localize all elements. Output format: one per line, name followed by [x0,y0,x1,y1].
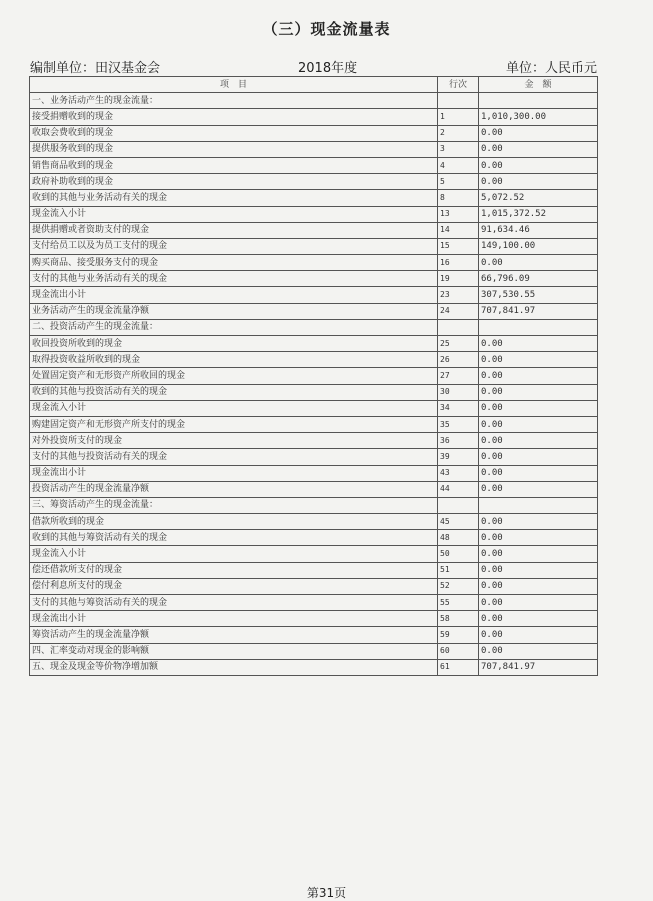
row-amount: 0.00 [479,514,598,530]
table-row [30,109,598,125]
table-row [30,659,598,675]
row-amount: 0.00 [479,562,598,578]
row-amount: 1,010,300.00 [479,109,598,125]
row-amount: 0.00 [479,627,598,643]
table-row [30,206,598,222]
table-row [30,449,598,465]
row-amount: 0.00 [479,416,598,432]
table-row [30,174,598,190]
row-item-label: 处置固定资产和无形资产所收回的现金 [30,368,438,384]
row-item-label: 提供捐赠或者资助支付的现金 [30,222,438,238]
row-item-label: 收到的其他与筹资活动有关的现金 [30,530,438,546]
table-row [30,319,598,335]
row-amount [479,319,598,335]
row-item-label: 收到的其他与投资活动有关的现金 [30,384,438,400]
row-line-number: 50 [438,546,479,562]
row-line-number: 60 [438,643,479,659]
column-header-amount: 金 额 [479,77,598,93]
column-header-item: 项 目 [30,77,438,93]
row-line-number: 26 [438,352,479,368]
row-line-number: 24 [438,303,479,319]
row-item-label: 支付的其他与筹资活动有关的现金 [30,595,438,611]
row-line-number: 14 [438,222,479,238]
row-line-number: 34 [438,400,479,416]
table-row [30,595,598,611]
row-amount: 0.00 [479,174,598,190]
row-line-number: 59 [438,627,479,643]
row-line-number: 13 [438,206,479,222]
row-item-label: 现金流入小计 [30,546,438,562]
row-item-label: 对外投资所支付的现金 [30,433,438,449]
row-line-number: 16 [438,255,479,271]
page-number: 第31页 [306,886,347,900]
row-item-label: 筹资活动产生的现金流量净额 [30,627,438,643]
row-item-label: 五、现金及现金等价物净增加额 [30,659,438,675]
row-line-number: 36 [438,433,479,449]
row-line-number: 51 [438,562,479,578]
table-row [30,141,598,157]
row-item-label: 业务活动产生的现金流量净额 [30,303,438,319]
row-item-label: 投资活动产生的现金流量净额 [30,481,438,497]
row-line-number: 27 [438,368,479,384]
row-amount: 0.00 [479,336,598,352]
row-line-number: 43 [438,465,479,481]
table-row [30,271,598,287]
row-amount: 0.00 [479,368,598,384]
row-item-label: 三、筹资活动产生的现金流量： [30,497,438,513]
row-amount: 66,796.09 [479,271,598,287]
table-row [30,368,598,384]
row-amount: 707,841.97 [479,659,598,675]
row-item-label: 收回投资所收到的现金 [30,336,438,352]
row-amount: 0.00 [479,643,598,659]
row-amount: 5,072.52 [479,190,598,206]
row-amount: 0.00 [479,465,598,481]
row-amount: 0.00 [479,125,598,141]
table-row [30,222,598,238]
table-row [30,400,598,416]
row-item-label: 现金流出小计 [30,611,438,627]
row-line-number: 45 [438,514,479,530]
row-item-label: 提供服务收到的现金 [30,141,438,157]
table-row [30,611,598,627]
row-amount: 0.00 [479,384,598,400]
row-line-number: 30 [438,384,479,400]
row-amount: 91,634.46 [479,222,598,238]
row-line-number [438,497,479,513]
table-row [30,546,598,562]
row-item-label: 现金流入小计 [30,206,438,222]
row-line-number [438,93,479,109]
row-line-number: 58 [438,611,479,627]
row-amount: 0.00 [479,530,598,546]
row-amount: 0.00 [479,595,598,611]
table-row [30,384,598,400]
row-item-label: 现金流入小计 [30,400,438,416]
row-amount: 707,841.97 [479,303,598,319]
table-row [30,303,598,319]
row-item-label: 四、汇率变动对现金的影响额 [30,643,438,659]
page-title: （三）现金流量表 [262,20,391,38]
row-line-number: 5 [438,174,479,190]
table-header-row [30,77,598,93]
row-line-number: 55 [438,595,479,611]
table-row [30,530,598,546]
row-item-label: 支付的其他与投资活动有关的现金 [30,449,438,465]
row-amount [479,497,598,513]
row-amount: 0.00 [479,578,598,594]
report-year: 2018年度 [298,61,358,76]
row-line-number [438,319,479,335]
row-line-number: 4 [438,157,479,173]
row-amount: 0.00 [479,352,598,368]
table-row [30,336,598,352]
row-amount: 0.00 [479,611,598,627]
table-row [30,562,598,578]
row-amount: 0.00 [479,400,598,416]
cash-flow-table [29,76,598,676]
row-line-number: 52 [438,578,479,594]
row-amount: 0.00 [479,481,598,497]
table-row [30,643,598,659]
row-amount: 0.00 [479,546,598,562]
row-amount: 149,100.00 [479,238,598,254]
row-line-number: 19 [438,271,479,287]
row-item-label: 收取会费收到的现金 [30,125,438,141]
row-item-label: 偿还借款所支付的现金 [30,562,438,578]
table-row [30,190,598,206]
table-row [30,157,598,173]
row-item-label: 二、投资活动产生的现金流量： [30,319,438,335]
row-line-number: 3 [438,141,479,157]
table-row [30,416,598,432]
table-row [30,465,598,481]
row-line-number: 1 [438,109,479,125]
table-row [30,125,598,141]
column-header-line: 行次 [438,77,479,93]
row-item-label: 支付的其他与业务活动有关的现金 [30,271,438,287]
row-item-label: 接受捐赠收到的现金 [30,109,438,125]
row-line-number: 25 [438,336,479,352]
row-amount: 0.00 [479,255,598,271]
table-row [30,627,598,643]
table-row [30,481,598,497]
row-item-label: 收到的其他与业务活动有关的现金 [30,190,438,206]
row-amount: 0.00 [479,433,598,449]
row-item-label: 支付给员工以及为员工支付的现金 [30,238,438,254]
row-line-number: 44 [438,481,479,497]
table-row [30,255,598,271]
row-item-label: 取得投资收益所收到的现金 [30,352,438,368]
row-item-label: 现金流出小计 [30,287,438,303]
row-amount: 0.00 [479,449,598,465]
table-row [30,93,598,109]
row-amount: 0.00 [479,141,598,157]
currency-unit: 单位：人民币元 [506,61,598,76]
table-row [30,514,598,530]
table-row [30,238,598,254]
row-line-number: 35 [438,416,479,432]
row-item-label: 偿付利息所支付的现金 [30,578,438,594]
row-line-number: 15 [438,238,479,254]
row-item-label: 现金流出小计 [30,465,438,481]
table-row [30,497,598,513]
row-line-number: 61 [438,659,479,675]
row-line-number: 2 [438,125,479,141]
row-amount: 307,530.55 [479,287,598,303]
table-row [30,433,598,449]
row-item-label: 购买商品、接受服务支付的现金 [30,255,438,271]
reporting-unit: 编制单位：田汉基金会 [30,61,161,76]
table-row [30,287,598,303]
row-item-label: 一、业务活动产生的现金流量： [30,93,438,109]
row-item-label: 销售商品收到的现金 [30,157,438,173]
table-row [30,352,598,368]
row-item-label: 政府补助收到的现金 [30,174,438,190]
row-amount: 1,015,372.52 [479,206,598,222]
row-line-number: 48 [438,530,479,546]
row-item-label: 借款所收到的现金 [30,514,438,530]
row-line-number: 8 [438,190,479,206]
row-item-label: 购建固定资产和无形资产所支付的现金 [30,416,438,432]
table-row [30,578,598,594]
row-amount: 0.00 [479,157,598,173]
row-line-number: 39 [438,449,479,465]
row-line-number: 23 [438,287,479,303]
row-amount [479,93,598,109]
